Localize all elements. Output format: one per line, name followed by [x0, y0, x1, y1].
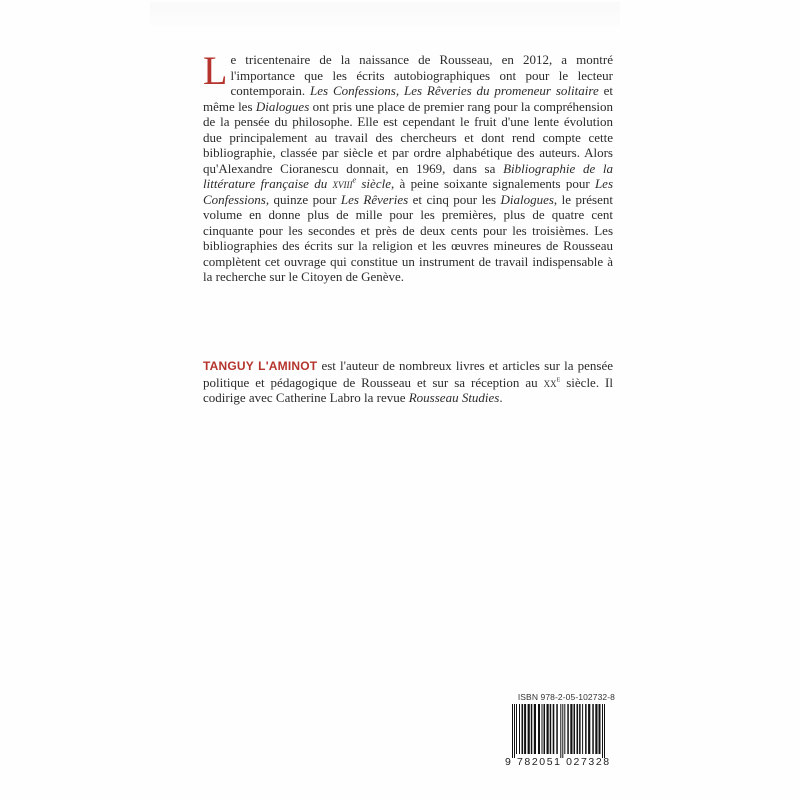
blurb-text-b: et même les	[203, 83, 613, 114]
blurb-text-e: , quinze pour	[265, 191, 341, 207]
author-text-a: est l'auteur de nombreux livres et articles sur la pensée politique et pédagogique de Rousseau et sur sa réception au	[203, 358, 613, 390]
dropcap-letter: L	[203, 48, 228, 93]
blurb-text-c: ont pris une place de premier rang pour la compréhension de la pensée du philosophe. Elle est cependant le fruit d'une lente évolution due principalement au travail des chercheurs et dont rend compte cette bibliographie, classée par siècle et par ordre alphabétique des auteurs. Alors qu'Alexandre Cioranescu donnait, en 1969, dans sa	[203, 98, 613, 176]
blurb-text-d: , à peine soixante signalements pour	[390, 176, 595, 191]
author-name: TANGUY L'AMINOT	[203, 359, 318, 373]
blurb-italic-bibliographie: Bibliographie de la littérature française du xviii$^e$ siècle	[203, 160, 613, 191]
barcode-image	[510, 704, 614, 758]
faint-header-bleed	[150, 2, 620, 26]
author-bio	[203, 358, 613, 406]
barcode-digits: 9 782051 027328	[505, 756, 611, 768]
blurb-italic-confessions-2: Les Confessions	[203, 176, 614, 207]
author-text-c: .	[499, 390, 503, 405]
blurb-italic-reveries: Les Rêveries	[340, 191, 409, 207]
blurb-text-g: , le présent volume en donne plus de mille pour les premières, plus de quatre cent cinquante pour les secondes et près de deux cents pour les troisièmes. Les bibliographies des écrits sur la religion et les œuvres mineures de Rousseau complètent cet ouvrage qui constitue un instrument de travail indispensable à la recherche sur le Citoyen de Genève.	[203, 191, 613, 284]
author-text-b: siècle. Il codirige avec Catherine Labro la revue	[203, 374, 613, 405]
blurb-italic-dialogues-2: Dialogues	[500, 191, 554, 207]
blurb-text-f: et cinq pour les	[408, 191, 501, 207]
author-century: $xx^e$	[543, 374, 561, 390]
author-journal-title: Rousseau Studies	[408, 390, 500, 405]
blurb-italic-confessions: Les Confessions, Les Rêveries du promeneur solitaire	[310, 83, 599, 98]
blurb-italic-dialogues: Dialogues	[255, 98, 310, 114]
isbn-label: ISBN 978-2-05-102732-8	[517, 692, 615, 702]
blurb-text-a: e tricentenaire de la naissance de Rousseau, en 2012, a montré l'importance que les écrits autobiographiques ont pour le lecteur contemporain.	[230, 52, 613, 98]
blurb-paragraph	[203, 48, 614, 285]
